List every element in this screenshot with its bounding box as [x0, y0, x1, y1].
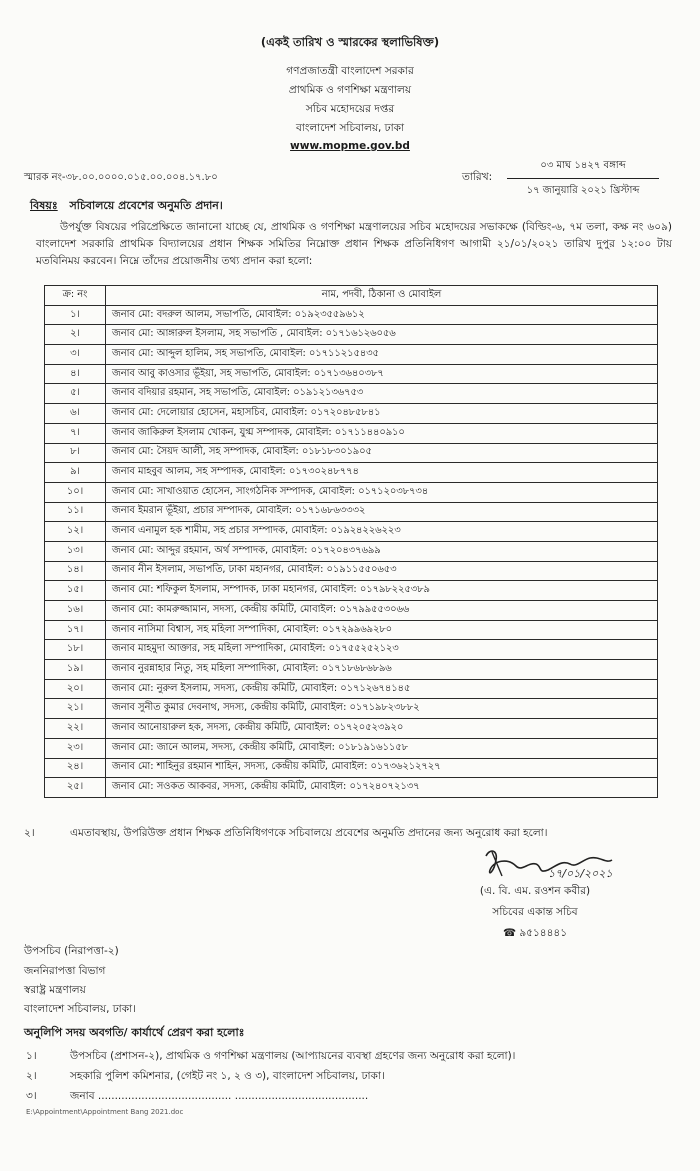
- row-serial: ১৯।: [45, 660, 106, 680]
- row-details: জনাব এনামুল হক শামীম, সহ প্রচার সম্পাদক, মোবাইল: ০১৯২৪২২৬২২৩: [106, 522, 658, 542]
- date-block: [507, 158, 659, 200]
- row-serial: ১।: [45, 305, 106, 325]
- row-serial: ১৪।: [45, 561, 106, 581]
- table-row: [45, 404, 658, 424]
- recipient-line-2: জননিরাপত্তা বিভাগ: [24, 965, 106, 977]
- subject-line: [30, 197, 223, 216]
- row-details: জনাব মো: কামরুজ্জামান, সদস্য, কেন্দ্রীয় কমিটি, মোবাইল: ০১৭৯৯৫৫৩০৬৬: [106, 601, 658, 621]
- row-details: জনাব আবু কাওসার ভূঁইয়া, সহ সভাপতি, মোবাইল: ০১৭১৩৬৪০৩৮৭: [106, 364, 658, 384]
- document-banner: (একই তারিখ ও স্মারকের স্থলাভিষিক্ত): [260, 35, 440, 49]
- cc-item-number: ২।: [26, 1070, 37, 1082]
- table-row: [45, 640, 658, 660]
- signer-phone: ☎ ৯৫১৪৪৪১: [502, 927, 568, 939]
- row-serial: ৭।: [45, 423, 106, 443]
- row-details: জনাব ইমরান ভূঁইয়া, প্রচার সম্পাদক, মোবাইল: ০১৭১৬৮৬৩৩৩২: [106, 502, 658, 522]
- row-serial: ১৭।: [45, 620, 106, 640]
- row-details: জনাব মাহমুদা আক্তার, সহ মহিলা সম্পাদিকা, মোবাইল: ০১৭৫৫২৫২১২৩: [106, 640, 658, 660]
- row-details: জনাব জাকিরুল ইসলাম খোকন, যুগ্ম সম্পাদক, মোবাইল: ০১৭১১৪৪০৯১০: [106, 423, 658, 443]
- row-serial: ১০।: [45, 482, 106, 502]
- table-row: [45, 541, 658, 561]
- table-row: [45, 581, 658, 601]
- row-serial: ৫।: [45, 384, 106, 404]
- row-serial: ৯।: [45, 463, 106, 483]
- table-row: [45, 502, 658, 522]
- file-path-footer: E:\Appointment\Appointment Bang 2021.doc: [26, 1108, 184, 1116]
- table-row: [45, 325, 658, 345]
- row-serial: ১৬।: [45, 601, 106, 621]
- table-row: [45, 345, 658, 365]
- row-details: জনাব মো: নুরুল ইসলাম, সদস্য, কেন্দ্রীয় কমিটি, মোবাইল: ০১৭১২৬৭৪১৪৫: [106, 679, 658, 699]
- row-details: জনাব নাসিমা বিশ্বাস, সহ মহিলা সম্পাদিকা, মোবাইল: ০১৭২৯৯৬৯২৮০: [106, 620, 658, 640]
- memo-number: স্মারক নং-৩৮.০০.০০০০.০১৫.০০.০০৪.১৭.৮০: [24, 172, 218, 183]
- row-serial: ২৪।: [45, 758, 106, 778]
- table-row: [45, 463, 658, 483]
- date-bangla: ০৩ মাঘ ১৪২৭ বঙ্গাব্দ: [507, 158, 659, 179]
- table-row: [45, 305, 658, 325]
- signature-date: ১৭/০১/২০২১: [548, 867, 613, 880]
- row-details: জনাব মো: আঙ্গারুল ইসলাম, সহ সভাপতি , মোবাইল: ০১৭১৬১২৬০৫৬: [106, 325, 658, 345]
- subject-text: সচিবালয়ে প্রবেশের অনুমতি প্রদান।: [69, 199, 223, 212]
- row-details: জনাব মাহবুব আলম, সহ সম্পাদক, মোবাইল: ০১৭৩০২৪৮৭৭৪: [106, 463, 658, 483]
- row-details: জনাব মো: আব্দুর রহমান, অর্থ সম্পাদক, মোবাইল: ০১৭২০৪৩৭৬৯৯: [106, 541, 658, 561]
- cc-item-text: জনাব ........................................ ........................................: [70, 1090, 369, 1102]
- recipient-line-1: উপসচিব (নিরাপত্তা-২): [24, 945, 119, 957]
- row-details: জনাব নুরন্নাহার নিতু, সহ মহিলা সম্পাদিকা, মোবাইল: ০১৭১৮৬৮৬৮৯৬: [106, 660, 658, 680]
- row-serial: ৬।: [45, 404, 106, 424]
- table-row: [45, 620, 658, 640]
- table-row: [45, 699, 658, 719]
- row-serial: ২।: [45, 325, 106, 345]
- row-serial: ১৫।: [45, 581, 106, 601]
- table-row: [45, 719, 658, 739]
- date-english: ১৭ জানুয়ারি ২০২১ খ্রিস্টাব্দ: [526, 185, 640, 196]
- table-row: [45, 660, 658, 680]
- row-serial: ২৩।: [45, 738, 106, 758]
- row-details: জনাব আনোয়ারুল হক, সদস্য, কেন্দ্রীয় কমিটি, মোবাইল: ০১৭২০৫২৩৯২০: [106, 719, 658, 739]
- table-row: [45, 758, 658, 778]
- recipient-line-4: বাংলাদেশ সচিবালয়, ঢাকা।: [24, 1003, 136, 1015]
- header-office: সচিব মহোদয়ের দপ্তর: [305, 103, 395, 115]
- header-serial: ক্র: নং: [45, 286, 106, 306]
- row-serial: ১১।: [45, 502, 106, 522]
- row-details: জনাব মো: শাহিনুর রহমান শাহিন, সদস্য, কেন্দ্রীয় কমিটি, মোবাইল: ০১৭৩৬২১২৭২৭: [106, 758, 658, 778]
- subject-label: বিষয়ঃ: [30, 199, 58, 212]
- signer-title: সচিবের একান্ত সচিব: [492, 906, 578, 918]
- header-government: গণপ্রজাতন্ত্রী বাংলাদেশ সরকার: [286, 65, 414, 77]
- row-details: জনাব মো: সৈয়দ আলী, সহ সম্পাদক, মোবাইল: ০১৮১৮৩০১৯০৫: [106, 443, 658, 463]
- row-details: জনাব নীন ইসলাম, সভাপতি, ঢাকা মহানগর, মোবাইল: ০১৯১১৫৫০৬৫৩: [106, 561, 658, 581]
- row-details: জনাব মো: আব্দুল হালিম, সহ সভাপতি, মোবাইল: ০১৭১১২১৫৪৩৫: [106, 345, 658, 365]
- table-row: [45, 522, 658, 542]
- row-serial: ৩।: [45, 345, 106, 365]
- row-details: জনাব মো: দেলোয়ার হোসেন, মহাসচিব, মোবাইল: ০১৭২০৪৮৫৮৪১: [106, 404, 658, 424]
- row-serial: ২২।: [45, 719, 106, 739]
- cc-title: অনুলিপি সদয় অবগতি/ কার্যার্থে প্রেরণ করা হলোঃ: [24, 1026, 245, 1039]
- row-details: জনাব মো: সাখাওয়াত হোসেন, সাংগঠনিক সম্পাদক, মোবাইল: ০১৭১২০৩৮৭৩৪: [106, 482, 658, 502]
- row-details: জনাব মো: সওকত আকবর, সদস্য, কেন্দ্রীয় কমিটি, মোবাইল: ০১৭২৪০৭২১৩৭: [106, 778, 658, 798]
- recipient-line-3: স্বরাষ্ট্র মন্ত্রণালয়: [24, 984, 86, 996]
- row-serial: ১৩।: [45, 541, 106, 561]
- cc-item-text: সহকারি পুলিশ কমিশনার, (গেইট নং ১, ২ ও ৩), বাংলাদেশ সচিবালয়, ঢাকা।: [70, 1070, 385, 1082]
- row-serial: ২১।: [45, 699, 106, 719]
- signer-name: (এ. বি. এম. রওশন কবীর): [479, 885, 591, 897]
- table-row: [45, 601, 658, 621]
- para2-number: ২।: [24, 827, 35, 839]
- table-row: [45, 679, 658, 699]
- row-serial: ৮।: [45, 443, 106, 463]
- table-row: [45, 561, 658, 581]
- table-header-row: [45, 286, 658, 306]
- intro-paragraph: উপর্যুক্ত বিষয়ের পরিপ্রেক্ষিতে জানানো যাচ্ছে যে, প্রাথমিক ও গণশিক্ষা মন্ত্রণালয়ের সচিব মহোদয়ের সভাকক্ষে (বিল্ডিং-৬, ৭ম তলা, কক্ষ নং ৬০৯) বাংলাদেশ সরকারি প্রাথমিক বিদ্যালয়ের প্রধান শিক্ষক সমিতির নিম্নোক্ত প্রধান শিক্ষক প্রতিনিধিগণ আগামী ২১/০১/২০২১ তারিখ দুপুর ১২:০০ টায় মতবিনিময় করবেন। নিম্নে তাঁদের প্রয়োজনীয় তথ্য প্রদান করা হলো:: [36, 221, 672, 267]
- row-details: জনাব মো: শফিকুল ইসলাম, সম্পাদক, ঢাকা মহানগর, মোবাইল: ০১৭৯৮২২৫৩৮৯: [106, 581, 658, 601]
- table-row: [45, 364, 658, 384]
- header-details: নাম, পদবী, ঠিকানা ও মোবাইল: [106, 286, 658, 306]
- row-details: জনাব সুনীত কুমার দেবনাথ, সদস্য, কেন্দ্রীয় কমিটি, মোবাইল: ০১৭১৯৮২৩৮৮২: [106, 699, 658, 719]
- table-row: [45, 384, 658, 404]
- header-ministry: প্রাথমিক ও গণশিক্ষা মন্ত্রণালয়: [288, 84, 412, 96]
- date-label: তারিখ:: [462, 171, 493, 183]
- row-serial: ৪।: [45, 364, 106, 384]
- table-row: [45, 443, 658, 463]
- para2-text: এমতাবস্থায়, উপরিউক্ত প্রধান শিক্ষক প্রতিনিধিগণকে সচিবালয়ে প্রবেশের অনুমতি প্রদানের জন্য অনুরোধ করা হলো।: [70, 827, 548, 839]
- cc-item-number: ১।: [26, 1050, 37, 1062]
- cc-item-number: ৩।: [26, 1090, 37, 1102]
- row-details: জনাব মো: জানে আলম, সদস্য, কেন্দ্রীয় কমিটি, মোবাইল: ০১৮১৯১৬১১৫৮: [106, 738, 658, 758]
- row-details: জনাব বদিয়ার রহমান, সহ সভাপতি, মোবাইল: ০১৯১২১৩৬৭৫৩: [106, 384, 658, 404]
- table-row: [45, 778, 658, 798]
- row-serial: ২৫।: [45, 778, 106, 798]
- cc-item-text: উপসচিব (প্রশাসন-২), প্রাথমিক ও গণশিক্ষা মন্ত্রণালয় (আপ্যায়নের ব্যবস্থা গ্রহণের জন্য অনুরোধ করা হলো)।: [70, 1050, 516, 1062]
- table-row: [45, 423, 658, 443]
- header-address: বাংলাদেশ সচিবালয়, ঢাকা: [295, 122, 405, 134]
- row-details: জনাব মো: বদরুল আলম, সভাপতি, মোবাইল: ০১৯২৩৫৫৯৬১২: [106, 305, 658, 325]
- delegates-table: [44, 285, 658, 798]
- row-serial: ২০।: [45, 679, 106, 699]
- website-link[interactable]: www.mopme.gov.bd: [290, 140, 410, 152]
- row-serial: ১২।: [45, 522, 106, 542]
- table-row: [45, 482, 658, 502]
- table-row: [45, 738, 658, 758]
- row-serial: ১৮।: [45, 640, 106, 660]
